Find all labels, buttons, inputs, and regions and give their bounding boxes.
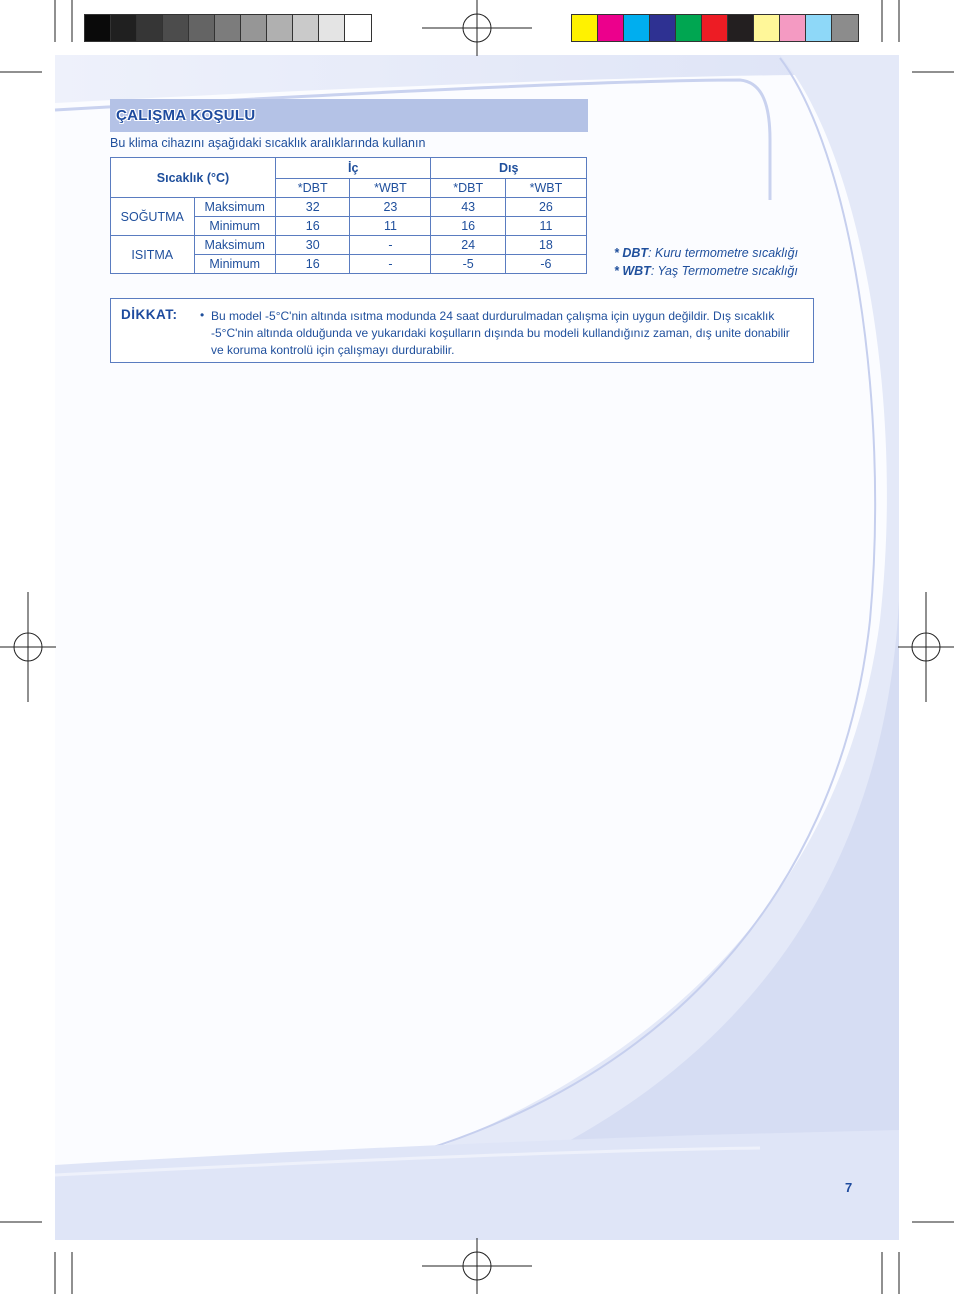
color-swatch xyxy=(806,15,832,41)
color-calibration-bar xyxy=(571,14,859,42)
caution-text: Bu model -5°C'nin altında ısıtma modunda 24 saat durdurulmadan çalışma için uygun değildir. Dış sıcaklık -5°C'nin altında olduğunda ve yukarıdaki koşulların dışında bu modeli kullandığınız zaman, dış unite donabilir ve koruma kontrolü için çalışmayı durdurabilir. xyxy=(211,309,790,357)
table-cell: 24 xyxy=(431,236,505,255)
row-label: Maksimum xyxy=(194,236,276,255)
color-swatch xyxy=(189,15,215,41)
color-swatch xyxy=(702,15,728,41)
table-header-row xyxy=(111,158,587,179)
abbreviation-legend xyxy=(614,244,798,280)
color-swatch xyxy=(241,15,267,41)
operating-conditions-table xyxy=(110,157,587,274)
color-swatch xyxy=(676,15,702,41)
color-swatch xyxy=(650,15,676,41)
color-swatch xyxy=(267,15,293,41)
caution-note xyxy=(110,298,814,363)
color-swatch xyxy=(728,15,754,41)
color-swatch xyxy=(137,15,163,41)
color-swatch xyxy=(293,15,319,41)
header-temperature: Sıcaklık (°C) xyxy=(111,158,276,198)
color-swatch xyxy=(624,15,650,41)
table-row xyxy=(111,236,587,255)
color-swatch xyxy=(832,15,858,41)
color-swatch xyxy=(319,15,345,41)
legend-wbt-key: * WBT xyxy=(614,264,651,278)
header-inside: İç xyxy=(276,158,431,179)
color-swatch xyxy=(598,15,624,41)
legend-dbt xyxy=(614,244,798,262)
legend-wbt-text: : Yaş Termometre sıcaklığı xyxy=(650,264,798,278)
table-cell: 23 xyxy=(350,198,431,217)
color-swatch xyxy=(111,15,137,41)
table-cell: - xyxy=(350,236,431,255)
mode-cooling: SOĞUTMA xyxy=(111,198,195,236)
legend-dbt-text: : Kuru termometre sıcaklığı xyxy=(648,246,799,260)
color-swatch xyxy=(780,15,806,41)
mode-heating: ISITMA xyxy=(111,236,195,274)
row-label: Minimum xyxy=(194,217,276,236)
row-label: Minimum xyxy=(194,255,276,274)
table-row xyxy=(111,198,587,217)
header-outside: Dış xyxy=(431,158,587,179)
table-cell: - xyxy=(350,255,431,274)
table-cell: 16 xyxy=(276,255,350,274)
table-cell: 18 xyxy=(505,236,586,255)
page-number: 7 xyxy=(845,1180,853,1195)
subheader-outside-wbt: *WBT xyxy=(505,179,586,198)
color-swatch xyxy=(85,15,111,41)
table-cell: -6 xyxy=(505,255,586,274)
table-cell: 16 xyxy=(431,217,505,236)
subheader-outside-dbt: *DBT xyxy=(431,179,505,198)
section-title: ÇALIŞMA KOŞULU xyxy=(116,107,256,124)
bullet-icon: • xyxy=(200,308,205,322)
color-swatch xyxy=(572,15,598,41)
table-cell: 32 xyxy=(276,198,350,217)
color-swatch xyxy=(754,15,780,41)
grayscale-calibration-bar xyxy=(84,14,372,42)
row-label: Maksimum xyxy=(194,198,276,217)
table-cell: 11 xyxy=(350,217,431,236)
subheader-inside-dbt: *DBT xyxy=(276,179,350,198)
section-header xyxy=(110,99,588,132)
table-cell: 11 xyxy=(505,217,586,236)
legend-wbt xyxy=(614,262,798,280)
caution-label: DİKKAT: xyxy=(121,307,178,322)
intro-text: Bu klima cihazını aşağıdaki sıcaklık aralıklarında kullanın xyxy=(110,136,426,150)
table-cell: -5 xyxy=(431,255,505,274)
color-swatch xyxy=(163,15,189,41)
color-swatch xyxy=(345,15,371,41)
subheader-inside-wbt: *WBT xyxy=(350,179,431,198)
color-swatch xyxy=(215,15,241,41)
legend-dbt-key: * DBT xyxy=(614,246,649,260)
table-cell: 30 xyxy=(276,236,350,255)
table-cell: 16 xyxy=(276,217,350,236)
table-cell: 43 xyxy=(431,198,505,217)
table-cell: 26 xyxy=(505,198,586,217)
